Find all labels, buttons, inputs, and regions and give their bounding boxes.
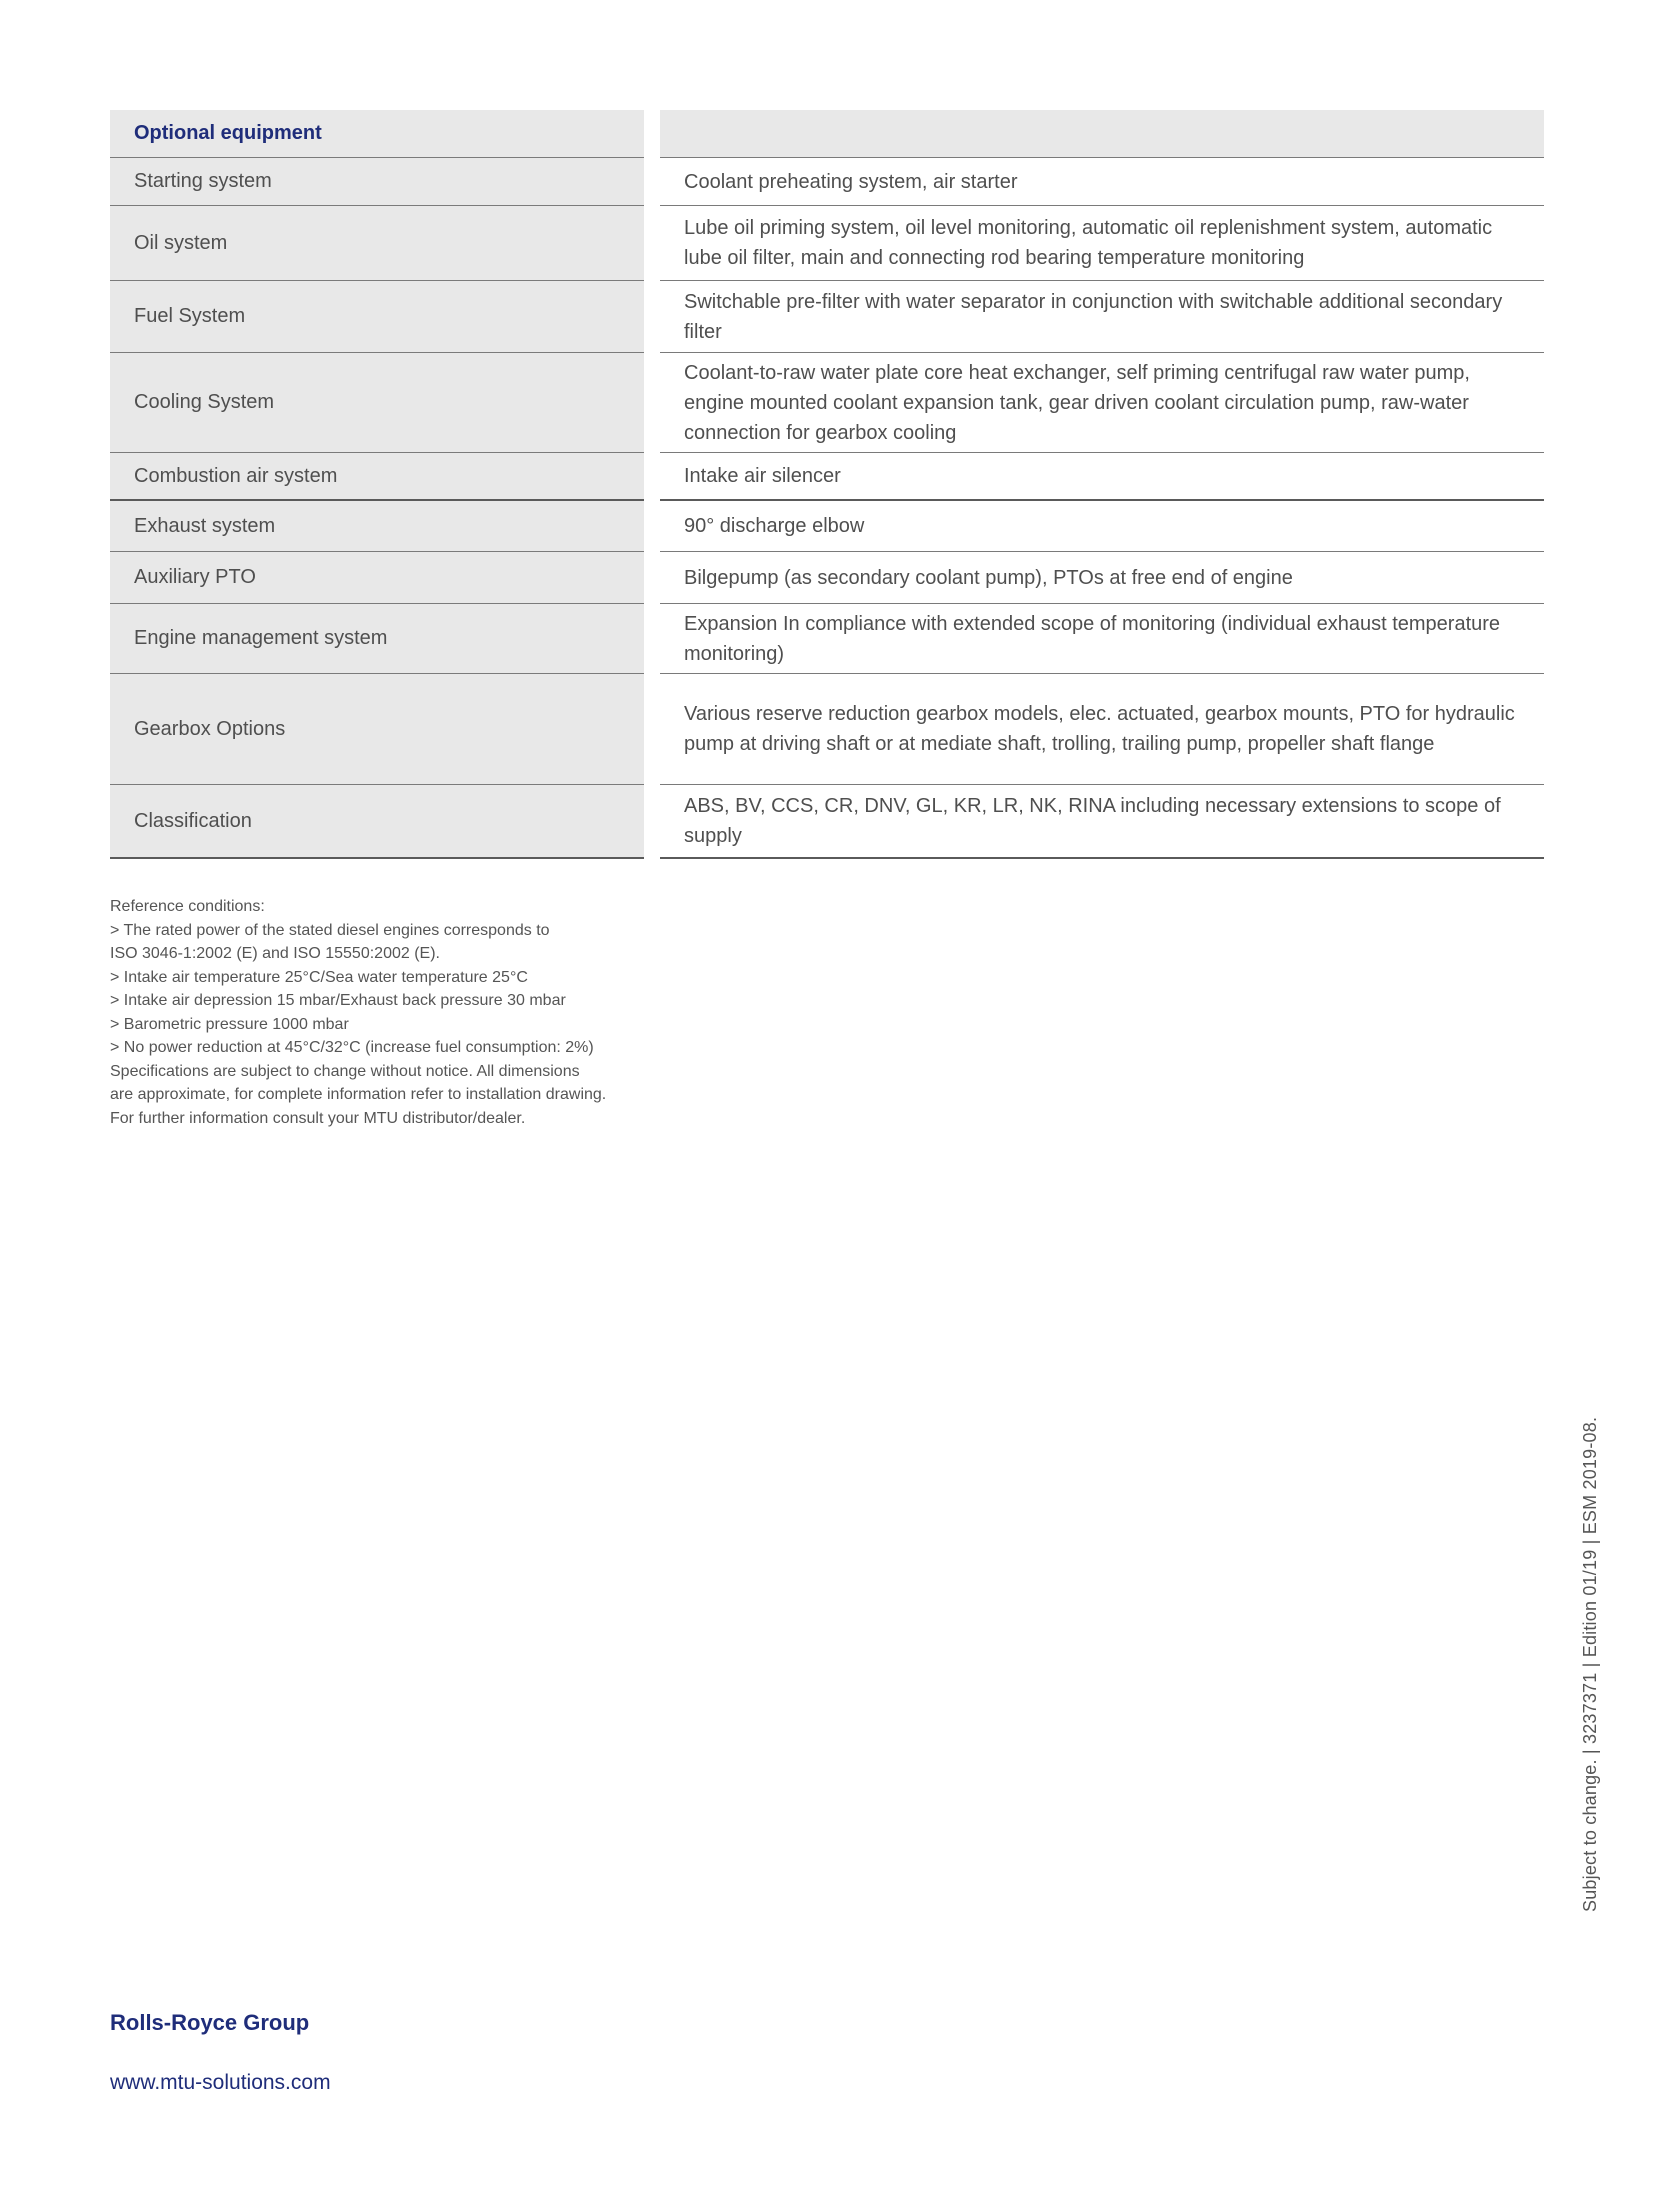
- edition-note: Subject to change. | 3237371 | Edition 01/19 | ESM 2019-08.: [1580, 1416, 1600, 1912]
- row-value: Coolant preheating system, air starter: [660, 158, 1544, 206]
- row-label: Oil system: [110, 206, 644, 281]
- row-value: Various reserve reduction gearbox models, elec. actuated, gearbox mounts, PTO for hydraulic pump at driving shaft or at mediate shaft, trolling, trailing pump, propeller shaft flange: [660, 674, 1544, 785]
- row-label: Starting system: [110, 158, 644, 206]
- row-value: Expansion In compliance with extended scope of monitoring (individual exhaust temperature monitoring): [660, 604, 1544, 674]
- table-row: [110, 206, 1544, 281]
- table-header-label: Optional equipment: [110, 110, 644, 158]
- row-value: Coolant-to-raw water plate core heat exchanger, self priming centrifugal raw water pump, engine mounted coolant expansion tank, gear driven coolant circulation pump, raw-water connection for gearbox cooling: [660, 353, 1544, 453]
- row-label: Auxiliary PTO: [110, 552, 644, 604]
- reference-line: > No power reduction at 45°C/32°C (increase fuel consumption: 2%): [110, 1039, 594, 1056]
- row-value: Lube oil priming system, oil level monitoring, automatic oil replenishment system, automatic lube oil filter, main and connecting rod bearing temperature monitoring: [660, 206, 1544, 281]
- reference-line: For further information consult your MTU distributor/dealer.: [110, 1109, 526, 1127]
- row-value: 90° discharge elbow: [660, 501, 1544, 552]
- row-label: Fuel System: [110, 281, 644, 353]
- row-label: Combustion air system: [110, 453, 644, 501]
- table-row: [110, 501, 1544, 552]
- table-row: [110, 158, 1544, 206]
- table-header-value: [660, 110, 1544, 158]
- row-label: Classification: [110, 785, 644, 859]
- row-label: Cooling System: [110, 353, 644, 453]
- table-row: [110, 281, 1544, 353]
- reference-line: > Intake air depression 15 mbar/Exhaust back pressure 30 mbar: [110, 992, 566, 1009]
- row-value: Intake air silencer: [660, 453, 1544, 501]
- reference-line: Reference conditions:: [110, 898, 265, 915]
- table-row: [110, 353, 1544, 453]
- reference-line: > The rated power of the stated diesel engines corresponds to: [110, 921, 550, 939]
- table-row: [110, 674, 1544, 785]
- table-row: [110, 604, 1544, 674]
- optional-equipment-table: [110, 110, 1544, 859]
- reference-line: ISO 3046-1:2002 (E) and ISO 15550:2002 (E).: [110, 945, 440, 962]
- reference-line: > Barometric pressure 1000 mbar: [110, 1015, 349, 1033]
- reference-line: Specifications are subject to change without notice. All dimensions: [110, 1062, 580, 1080]
- table-row: [110, 552, 1544, 604]
- brand-name: Rolls-Royce Group: [110, 2010, 310, 2035]
- row-value: ABS, BV, CCS, CR, DNV, GL, KR, LR, NK, RINA including necessary extensions to scope of supply: [660, 785, 1544, 859]
- row-value: Bilgepump (as secondary coolant pump), PTOs at free end of engine: [660, 552, 1544, 604]
- table-row: [110, 785, 1544, 859]
- row-label: Gearbox Options: [110, 674, 644, 785]
- row-label: Exhaust system: [110, 501, 644, 552]
- row-label: Engine management system: [110, 604, 644, 674]
- reference-line: > Intake air temperature 25°C/Sea water temperature 25°C: [110, 968, 528, 986]
- reference-conditions: [110, 895, 810, 1130]
- table-header-row: [110, 110, 1544, 158]
- row-value: Switchable pre-filter with water separator in conjunction with switchable additional secondary filter: [660, 281, 1544, 353]
- reference-line: are approximate, for complete information refer to installation drawing.: [110, 1086, 607, 1103]
- website-link[interactable]: www.mtu-solutions.com: [110, 2071, 331, 2094]
- table-row: [110, 453, 1544, 501]
